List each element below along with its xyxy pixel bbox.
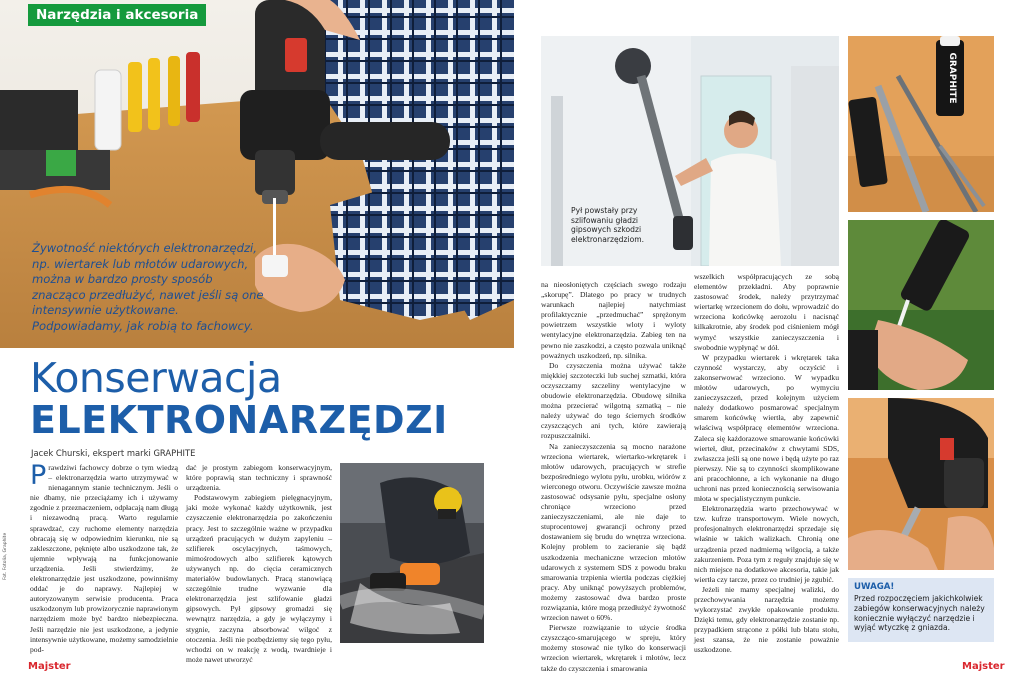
article-paragraph: Jeżeli nie mamy specjalnej walizki, do przechowywania narzędzia możemy wykorzystać zwykłe opakowanie produktu. Dzięki temu, gdy elektronarzędzie zostanie np. przypadkiem strącone z półki lub blatu stołu, jest szansa, że nie zostanie poważnie uszkodzone. — [694, 584, 839, 655]
warning-box — [848, 578, 994, 642]
article-column-4 — [694, 272, 839, 656]
article-paragraph: dać je prostym zabiegom konserwacyjnym, które poprawią stan techniczny i sprawność urządzenia. — [186, 463, 332, 493]
article-paragraph: wszelkich współpracujących ze sobą elementów przekładni. Aby poprawnie zastosować środek, należy przytrzymać wiertarkę wrzecionem do dołu, wprowadzić do wrzeciona końcówkę aerozolu i nacisnąć kilkakrotnie, aby środek pod ciśnieniem mógł wymyć wszystkie zanieczyszczenia i swobodnie wypłynąć w dół. — [694, 272, 839, 352]
photo-credit: Fot. Fotolia, Graphite — [3, 532, 8, 580]
lead-paragraph: Żywotność niektórych elektronarzędzi, np. wiertarek lub młotów udarowych, można w bardzo prosty sposób znacząco przedłużyć, nawet jeśli są one intensywnie użytkowane. Podpowiadamy, jak robią to fachowcy. — [32, 241, 264, 333]
article-paragraph: Na zanieczyszczenia są mocno narażone wrzeciona wiertarek, wiertarko-wkrętarek i młotów udarowych, pracujących w strefie bezpośredniego wylotu pyłu, urobku, wiórów z wierconego otworu. Oczywiście zawsze można zastosować odsysanie pyłu, specjalne osłony chroniące wrzeciono przed zanieczyszczeniami, ale nie daje to stuprocentowej gwarancji ochrony przed dostawaniem się brudu do wnętrza wrzeciona. Kolejny problem to zacieranie się bądź uszkodzenia mechaniczne wrzecion młotów udarowych z systemem SDS z powodu braku smarowania trzpienia wiertła podczas ciężkiej pracy. Aby uniknąć powyższych problemów, możemy zastosować dwa bardzo proste rozwiązania, które mogą przedłużyć żywotność wrzecion nawet o 60%. — [541, 441, 686, 623]
article-paragraph: Prawdziwi fachowcy dobrze o tym wiedzą – elektronarzędzia warto utrzymywać w nienagannym stanie technicznym. Jeśli o nie dbamy, nie przeciążamy ich i używamy zgodnie z przeznaczeniem, odpłacają nam długą i niezawodną pracą. Warto regularnie sprawdzać, czy ruchome elementy narzędzia obracają się w odpowiednim kierunku, nie są zakleszczone, pęknięte albo uszkodzone tak, że ujemnie wpływają na funkcjonowanie urządzenia. Jeśli stwierdzimy, że elektronarzędzie jest uszkodzone, powinniśmy oddać je do naprawy. Najlepiej w autoryzowanym serwisie producenta. Praca uszkodzonym lub prowizorycznie naprawionym narzędziem może być bardzo niebezpieczna. Jeśli narzędzie nie jest uszkodzone, a jedynie intensywnie użytkowane, możemy samodzielnie pod- — [30, 460, 178, 654]
section-tab: Narzędzia i akcesoria — [28, 4, 206, 26]
article-paragraph: Elektronarzędzia warto przechowywać w tzw. kufrze transportowym. Wiele nowych, profesjonalnych elektronarzędzi sprzedaje się właśnie w takich walizkach. Chronią one urządzenia przed nadmierną wilgocią, a także zakurzeniem. Poza tym z reguły znajduje się w nich miejsce na dodatkowe akcesoria, takie jak wiertła czy tarcze, przez co trudniej je zgubić. — [694, 504, 839, 584]
article-column-2 — [186, 463, 332, 665]
drill-chuck-photo — [848, 398, 994, 570]
article-paragraph: Podstawowym zabiegiem pielęgnacyjnym, jaki może wykonać każdy użytkownik, jest czyszczenie elektronarzędzia po zakończeniu pracy. Jest to szczególnie ważne w przypadku urządzeń pracujących w dużym zapyleniu – szlifierek oscylacyjnych, taśmowych, mimośrodowych albo szlifierek kątowych używanych np. do cięcia ceramicznych materiałów budowlanych. Pracą stanowiącą szczególnie trudne wyzwanie dla elektronarzędzia jest szlifowanie gładzi gipsowych. Pył gipsowy gromadzi się wewnątrz narzędzia, a gdy je wyłączymy i stygnie, zaczyna absorbować wilgoć z otoczenia. Jeśli nie pozbędziemy się tego pyłu, wchodzi on w reakcję z wodą, twardnieje i może nawet utworzyć — [186, 493, 332, 664]
byline: Jacek Churski, ekspert marki GRAPHITE — [31, 448, 196, 458]
footer-magazine-left: Majster — [28, 661, 71, 672]
grinder-photo — [340, 463, 484, 643]
lubricant-product-illustration — [848, 36, 994, 212]
photo-caption: Pył powstały przy szlifowaniu gładzi gipsowych szkodzi elektronarzędziom. — [571, 206, 645, 244]
lubricant-product-photo — [848, 36, 994, 212]
article-paragraph: W przypadku wiertarek i wkrętarek taka czynność wystarczy, aby oczyścić i zakonserwować wrzeciono. W wypadku młotów udarowych, po wymyciu zanieczyszczeń, przed kolejnym użyciem należy dodatkowo posmarować specjalnym smarem końcówkę wiertła, aby zapewnić właściwą współpracę elementów wrzeciona. Zaleca się każdorazowe smarowanie końcówki wierteł, dłut, przecinaków z chwytami SDS, zwłaszcza jeśli są one nowe i będą użyte po raz pierwszy. Nie są to czynności skomplikowane ani pracochłonne, a ich wykonanie na długo uchroni nas przed koniecznością serwisowania młota w specjalistycznym punkcie. — [694, 352, 839, 504]
article-paragraph: Do czyszczenia można używać także miękkiej szczoteczki lub suchej szmatki, która oczyszczamy szczeliny wentylacyjne w obudowie elektronarzędzia. Obudowę silnika można przecierać wilgotną szmatką – nie należy używać do tego ściernych środków czyszczących ani tych, które zawierają rozpuszczalniki. — [541, 360, 686, 441]
article-paragraph: Pierwsze rozwiązanie to użycie środka czyszcząco-smarującego w spreju, który możemy stosować nie tylko do konserwacji wrzecion wiertarek, wkrętarek i młotów, lecz także do czyszczenia i smarowania — [541, 623, 686, 673]
footer-magazine-right: Majster — [962, 661, 1005, 672]
dropcap: P — [30, 460, 47, 491]
spray-application-illustration — [848, 220, 994, 390]
article-column-3 — [541, 280, 686, 674]
article-column-1 — [30, 460, 178, 655]
warning-heading: UWAGA! — [854, 582, 895, 592]
page-title-line2: ELEKTRONARZĘDZI — [30, 398, 448, 442]
spray-application-photo — [848, 220, 994, 390]
drill-chuck-illustration — [848, 398, 994, 570]
warning-text: Przed rozpoczęciem jakichkolwiek zabiegów konserwacyjnych należy koniecznie wyłączyć narzędzie i wyjąć wtyczkę z gniazda. — [854, 594, 985, 633]
product-brand-label: GRAPHITE — [947, 52, 957, 104]
article-paragraph: na nieosłoniętych częściach swego rodzaju „skorupę”. Dlatego po pracy w trudnych warunkach najlepiej natychmiast profilaktycznie „przedmuchać” sprężonym powietrzem wszystkie wloty i wyloty wentylacyjne elektronarzędzia. Zabieg ten na pewno nie zaszkodzi, a często pozwala uniknąć poważnych uszkodzeń, np. silnika. — [541, 280, 686, 360]
page-title-line1: Konserwacja — [30, 354, 282, 402]
grinder-photo-illustration — [340, 463, 484, 643]
